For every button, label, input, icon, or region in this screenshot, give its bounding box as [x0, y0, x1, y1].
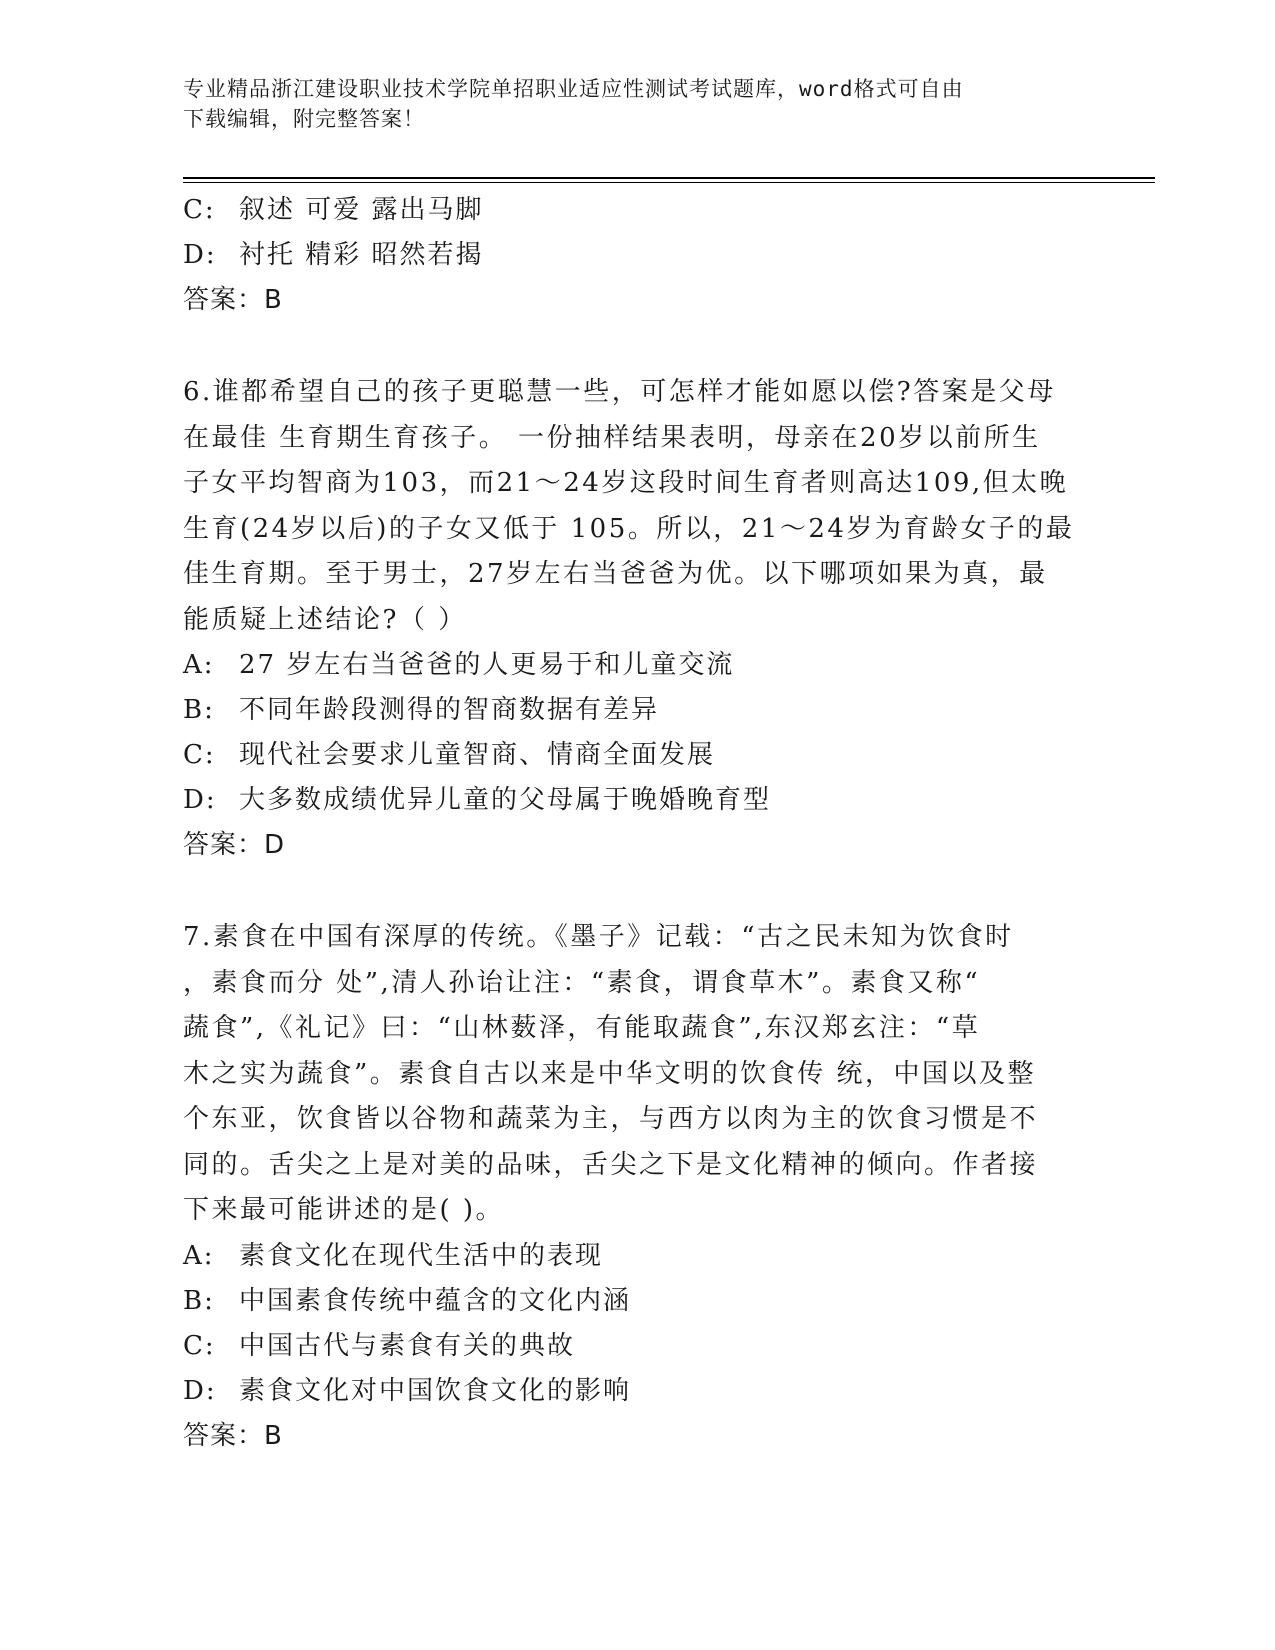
option-label: C: — [183, 195, 216, 225]
question-text-line: 7.素食在中国有深厚的传统。《墨子》记载：“古之民未知为饮食时 — [183, 922, 1014, 952]
option-b — [183, 1279, 1083, 1324]
spacer — [183, 323, 1083, 370]
option-text: 27 岁左右当爸爸的人更易于和儿童交流 — [239, 650, 735, 680]
option-d — [183, 1369, 1083, 1414]
question-6 — [183, 370, 1083, 868]
option-label: A: — [183, 650, 215, 680]
question-text-line: ，素食而分 处”,清人孙诒让注：“素食，谓食草木”。素食又称“ — [183, 967, 981, 998]
question-text-line: 木之实为蔬食”。素食自古以来是中华文明的饮食传 统，中国以及整 — [183, 1058, 1037, 1089]
option-d — [183, 233, 1083, 278]
question-5-tail — [183, 188, 1083, 323]
question-text-line: 个东亚，饮食皆以谷物和蔬菜为主，与西方以肉为主的饮食习惯是不 — [183, 1104, 1039, 1134]
question-text-line: 生育(24岁以后)的子女又低于 105。所以，21～24岁为育龄女子的最 — [183, 513, 1075, 544]
option-label: C: — [183, 1330, 216, 1361]
spacer — [183, 868, 1083, 915]
page-header — [183, 74, 1063, 134]
question-text-line: 子女平均智商为103，而21～24岁这段时间生育者则高达109,但太晚 — [183, 468, 1069, 498]
option-label: B: — [183, 1285, 215, 1316]
answer: 答案：D — [183, 830, 286, 860]
option-label: C: — [183, 740, 216, 770]
question-7 — [183, 915, 1083, 1459]
option-text: 叙述 可爱 露出马脚 — [239, 195, 484, 225]
question-text-line: 在最佳 生育期生育孩子。 一份抽样结果表明，母亲在20岁以前所生 — [183, 422, 1041, 453]
option-b — [183, 688, 1083, 733]
option-text: 素食文化在现代生活中的表现 — [239, 1240, 604, 1271]
question-text-line: 蔬食”,《礼记》曰：“山林薮泽，有能取蔬食”,东汉郑玄注：“草 — [183, 1013, 981, 1043]
header-line-2: 下载编辑，附完整答案！ — [183, 107, 425, 131]
option-text: 大多数成绩优异儿童的父母属于晚婚晚育型 — [239, 785, 772, 815]
question-text-line: 6.谁都希望自己的孩子更聪慧一些，可怎样才能如愿以偿?答案是父母 — [183, 377, 1056, 407]
header-line-1: 专业精品浙江建设职业技术学院单招职业适应性测试考试题库，word格式可自由 — [183, 77, 964, 101]
option-c — [183, 1324, 1083, 1369]
option-text: 中国古代与素食有关的典故 — [239, 1330, 576, 1361]
option-label: D: — [183, 240, 217, 270]
document-body — [183, 188, 1083, 1459]
option-text: 现代社会要求儿童智商、情商全面发展 — [239, 740, 716, 770]
question-text-line: 同的。舌尖之上是对美的品味，舌尖之下是文化精神的倾向。作者接 — [183, 1149, 1039, 1180]
option-d — [183, 778, 1083, 823]
option-a — [183, 1234, 1083, 1279]
header-rule-thin — [183, 182, 1155, 183]
header-rule-thick — [183, 177, 1155, 179]
question-text-line: 佳生育期。至于男士，27岁左右当爸爸为优。以下哪项如果为真，最 — [183, 559, 1048, 589]
option-label: D: — [183, 785, 217, 815]
option-text: 中国素食传统中蕴含的文化内涵 — [239, 1285, 632, 1316]
option-text: 素食文化对中国饮食文化的影响 — [239, 1375, 632, 1406]
option-c — [183, 733, 1083, 778]
option-text: 不同年龄段测得的智商数据有差异 — [239, 695, 660, 725]
question-text-line: 能质疑上述结论?（ ） — [183, 604, 467, 635]
option-a — [183, 643, 1083, 688]
answer: 答案：B — [183, 1420, 283, 1451]
option-label: B: — [183, 695, 215, 725]
option-text: 衬托 精彩 昭然若揭 — [239, 240, 484, 270]
question-text-line: 下来最可能讲述的是( )。 — [183, 1195, 505, 1225]
option-c — [183, 188, 1083, 233]
answer: 答案：B — [183, 285, 283, 315]
option-label: A: — [183, 1240, 215, 1271]
option-label: D: — [183, 1375, 217, 1406]
